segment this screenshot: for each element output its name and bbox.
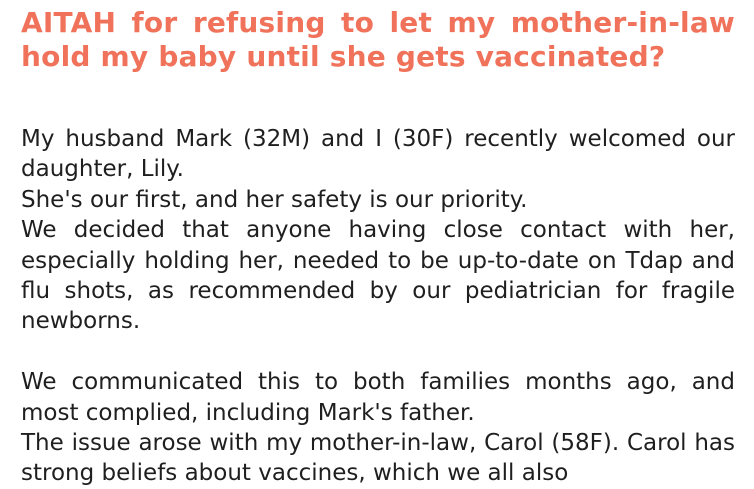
post-paragraph-1: My husband Mark (32M) and I (30F) recently welcomed our daughter, Lily. bbox=[21, 126, 735, 183]
post-body bbox=[21, 124, 735, 489]
paragraph-spacer bbox=[21, 337, 735, 367]
post bbox=[21, 6, 735, 489]
post-title: AITAH for refusing to let my mother-in-law hold my baby until she gets vaccinated? bbox=[21, 6, 735, 73]
post-paragraph-3: We decided that anyone having close contact with her, especially holding her, needed to be up-to-date on Tdap and flu shots, as recommended by our pediatrician for fragile newborns. bbox=[21, 217, 735, 335]
post-paragraph-5: The issue arose with my mother-in-law, Carol (58F). Carol has strong beliefs about vaccines, which we all also bbox=[21, 430, 735, 487]
post-paragraph-4: We communicated this to both families months ago, and most complied, including Mark's father. bbox=[21, 369, 735, 426]
post-paragraph-2: She's our first, and her safety is our priority. bbox=[21, 186, 528, 213]
